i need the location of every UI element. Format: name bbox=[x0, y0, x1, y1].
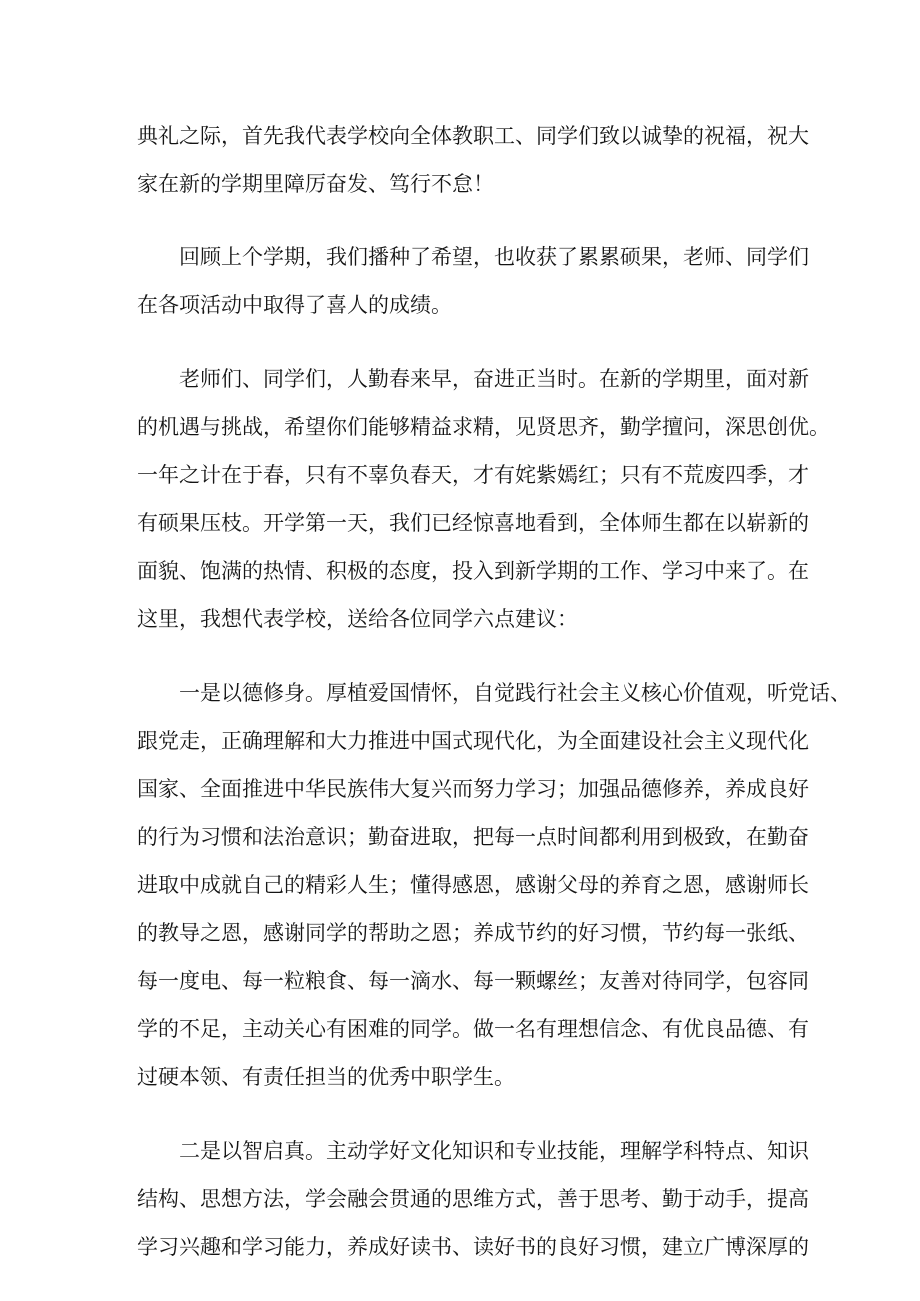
text-line: 的机遇与挑战，希望你们能够精益求精，见贤思齐，勤学擅问，深思创优。 bbox=[137, 415, 830, 439]
text-line: 学习兴趣和学习能力，养成好读书、读好书的良好习惯，建立广博深厚的 bbox=[137, 1235, 809, 1259]
text-line: 结构、思想方法，学会融会贯通的思维方式，善于思考、勤于动手，提高 bbox=[137, 1187, 809, 1211]
text-line: 家在新的学期里障厉奋发、笃行不怠！ bbox=[137, 172, 494, 196]
text-line: 这里，我想代表学校，送给各位同学六点建议： bbox=[137, 607, 578, 631]
text-line: 进取中成就自己的精彩人生；懂得感恩，感谢父母的养育之恩，感谢师长 bbox=[137, 873, 809, 897]
text-line: 面貌、饱满的热情、积极的态度，投入到新学期的工作、学习中来了。在 bbox=[137, 559, 809, 583]
text-line: 跟党走，正确理解和大力推进中国式现代化，为全面建设社会主义现代化 bbox=[137, 729, 809, 753]
text-line: 在各项活动中取得了喜人的成绩。 bbox=[137, 293, 452, 317]
text-line: 过硬本领、有责任担当的优秀中职学生。 bbox=[137, 1065, 515, 1089]
text-line: 的教导之恩，感谢同学的帮助之恩；养成节约的好习惯，节约每一张纸、 bbox=[137, 921, 809, 945]
text-line: 一年之计在于春，只有不辜负春天，才有姹紫嫣红；只有不荒废四季，才 bbox=[137, 463, 809, 487]
text-line: 老师们、同学们，人勤春来早，奋进正当时。在新的学期里，面对新 bbox=[179, 367, 809, 391]
text-line: 每一度电、每一粒粮食、每一滴水、每一颗螺丝；友善对待同学，包容同 bbox=[137, 969, 809, 993]
text-line: 的行为习惯和法治意识；勤奋进取，把每一点时间都利用到极致，在勤奋 bbox=[137, 825, 809, 849]
text-line: 一是以德修身。厚植爱国情怀，自觉践行社会主义核心价值观，听党话、 bbox=[179, 681, 851, 705]
text-line: 二是以智启真。主动学好文化知识和专业技能，理解学科特点、知识 bbox=[179, 1139, 809, 1163]
text-line: 国家、全面推进中华民族伟大复兴而努力学习；加强品德修养，养成良好 bbox=[137, 777, 809, 801]
text-line: 回顾上个学期，我们播种了希望，也收获了累累硕果，老师、同学们 bbox=[179, 245, 809, 269]
text-line: 学的不足，主动关心有困难的同学。做一名有理想信念、有优良品德、有 bbox=[137, 1017, 809, 1041]
text-line: 有硕果压枝。开学第一天，我们已经惊喜地看到，全体师生都在以崭新的 bbox=[137, 511, 809, 535]
text-line: 典礼之际，首先我代表学校向全体教职工、同学们致以诚挚的祝福，祝大 bbox=[137, 124, 809, 148]
